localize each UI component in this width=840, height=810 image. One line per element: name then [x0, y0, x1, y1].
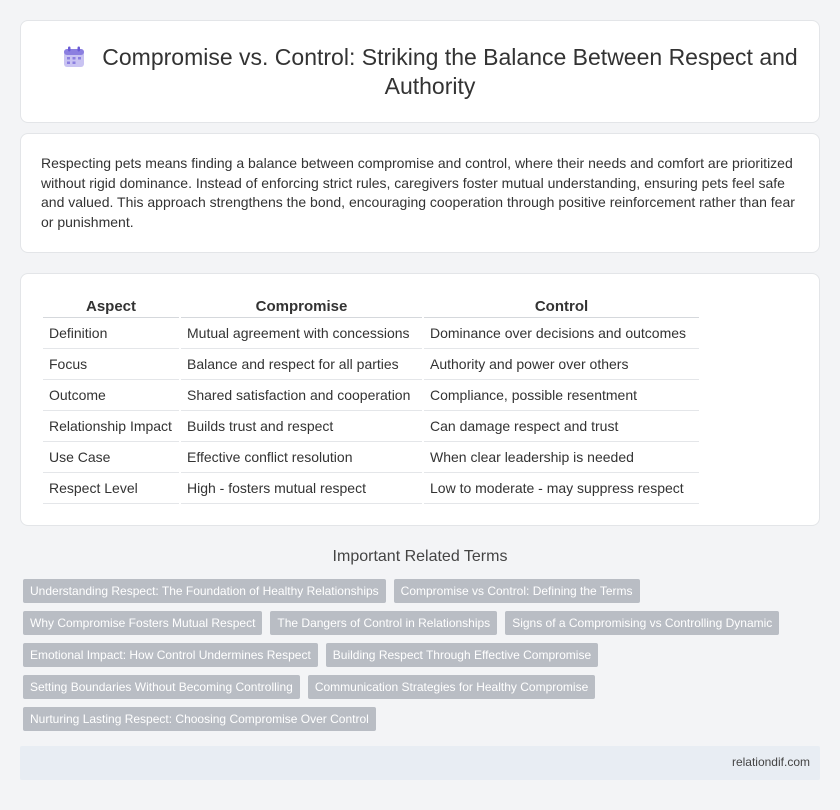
- cell-aspect: Focus: [43, 349, 179, 380]
- footer-bar: [20, 746, 820, 780]
- footer-site-link[interactable]: relationdif.com: [731, 755, 810, 769]
- cell-compromise: Builds trust and respect: [181, 411, 422, 442]
- cell-aspect: Relationship Impact: [43, 411, 179, 442]
- cell-compromise: High - fosters mutual respect: [181, 473, 422, 504]
- related-term-tag[interactable]: Setting Boundaries Without Becoming Controlling: [23, 675, 300, 699]
- table-row: [43, 442, 699, 473]
- cell-control: When clear leadership is needed: [424, 442, 699, 473]
- related-term-tag[interactable]: Nurturing Lasting Respect: Choosing Compromise Over Control: [23, 707, 376, 731]
- cell-aspect: Outcome: [43, 380, 179, 411]
- table-row: [43, 318, 699, 349]
- calendar-icon: [62, 45, 86, 69]
- page-title: Compromise vs. Control: Striking the Balance Between Respect and Authority: [102, 44, 798, 99]
- related-terms-heading: Important Related Terms: [332, 548, 508, 565]
- intro-paragraph: Respecting pets means finding a balance between compromise and control, where their needs and comfort are prioritized without rigid dominance. Instead of enforcing strict rules, caregivers foster mutual understanding, ensuring pets feel safe and valued. This approach strengthens the bond, encouraging cooperation through positive reinforcement rather than fear or punishment.: [41, 155, 795, 230]
- cell-aspect: Definition: [43, 318, 179, 349]
- header-control: Control: [424, 296, 699, 318]
- title-card: [20, 20, 820, 123]
- table-row: [43, 349, 699, 380]
- table-row: [43, 380, 699, 411]
- header-aspect: Aspect: [43, 296, 179, 318]
- comparison-card: [20, 273, 820, 526]
- related-term-tag[interactable]: The Dangers of Control in Relationships: [270, 611, 497, 635]
- intro-card: [20, 133, 820, 253]
- related-term-tag[interactable]: Emotional Impact: How Control Undermines Respect: [23, 643, 318, 667]
- cell-control: Low to moderate - may suppress respect: [424, 473, 699, 504]
- cell-compromise: Shared satisfaction and cooperation: [181, 380, 422, 411]
- cell-control: Can damage respect and trust: [424, 411, 699, 442]
- related-term-tag[interactable]: Signs of a Compromising vs Controlling Dynamic: [505, 611, 779, 635]
- related-terms-list: [23, 579, 813, 731]
- cell-compromise: Mutual agreement with concessions: [181, 318, 422, 349]
- cell-aspect: Use Case: [43, 442, 179, 473]
- comparison-table: [41, 296, 701, 504]
- related-term-tag[interactable]: Building Respect Through Effective Compromise: [326, 643, 598, 667]
- related-term-tag[interactable]: Communication Strategies for Healthy Compromise: [308, 675, 595, 699]
- table-row: [43, 411, 699, 442]
- header-compromise: Compromise: [181, 296, 422, 318]
- table-header-row: [43, 296, 699, 318]
- cell-aspect: Respect Level: [43, 473, 179, 504]
- related-term-tag[interactable]: Understanding Respect: The Foundation of Healthy Relationships: [23, 579, 386, 603]
- cell-compromise: Balance and respect for all parties: [181, 349, 422, 380]
- table-row: [43, 473, 699, 504]
- cell-control: Dominance over decisions and outcomes: [424, 318, 699, 349]
- related-term-tag[interactable]: Why Compromise Fosters Mutual Respect: [23, 611, 262, 635]
- cell-compromise: Effective conflict resolution: [181, 442, 422, 473]
- related-term-tag[interactable]: Compromise vs Control: Defining the Terms: [394, 579, 640, 603]
- cell-control: Authority and power over others: [424, 349, 699, 380]
- title-wrap: [61, 43, 799, 101]
- cell-control: Compliance, possible resentment: [424, 380, 699, 411]
